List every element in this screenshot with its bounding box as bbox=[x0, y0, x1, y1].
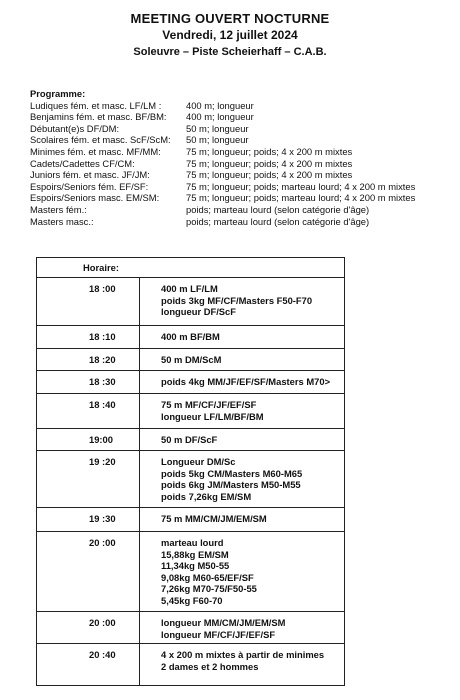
schedule-time: 18 :00 bbox=[89, 283, 116, 294]
program-category: Cadets/Cadettes CF/CM: bbox=[30, 157, 135, 169]
schedule-time: 18 :40 bbox=[89, 399, 116, 410]
schedule-row bbox=[37, 277, 344, 325]
schedule-row bbox=[37, 348, 344, 370]
program-events: 75 m; longueur; poids; marteau lourd; 4 x 200 m mixtes bbox=[186, 192, 416, 204]
meeting-title: MEETING OUVERT NOCTURNE bbox=[130, 11, 330, 26]
program-category: Scolaires fém. et masc. ScF/ScM: bbox=[30, 134, 171, 146]
program-category: Benjamins fém. et masc. BF/BM: bbox=[30, 111, 167, 123]
schedule-event: poids 6kg JM/Masters M50-M55 bbox=[161, 479, 301, 490]
program-events: 75 m; longueur; poids; 4 x 200 m mixtes bbox=[186, 145, 353, 157]
program-list bbox=[30, 100, 455, 228]
program-category: Masters fém.: bbox=[30, 203, 87, 215]
schedule-events bbox=[161, 513, 267, 525]
program-events: poids; marteau lourd (selon catégorie d'âge) bbox=[186, 215, 370, 227]
program-events: 50 m; longueur bbox=[186, 122, 249, 134]
schedule-events bbox=[161, 399, 264, 422]
schedule-event: 75 m MM/CM/JM/EM/SM bbox=[161, 513, 267, 524]
schedule-event: poids 7,26kg EM/SM bbox=[161, 490, 252, 502]
schedule-time: 20 :00 bbox=[89, 537, 116, 548]
program-events: 400 m; longueur bbox=[186, 99, 254, 111]
schedule-time: 20 :40 bbox=[89, 649, 116, 660]
schedule-events bbox=[161, 456, 302, 502]
program-row bbox=[30, 204, 455, 216]
schedule-event: 75 m MF/CF/JF/EF/SF bbox=[161, 399, 257, 410]
schedule-event: marteau lourd bbox=[161, 537, 224, 548]
schedule-events bbox=[161, 283, 312, 318]
schedule-event: poids 4kg MM/JF/EF/SF/Masters M70> bbox=[161, 376, 331, 387]
schedule-event: longueur MM/CM/JM/EM/SM bbox=[161, 617, 286, 628]
schedule-events bbox=[161, 376, 330, 388]
schedule-row bbox=[37, 393, 344, 428]
program-events: 75 m; longueur; poids; marteau lourd; 4 x 200 m mixtes bbox=[186, 180, 416, 192]
schedule-event: 2 dames et 2 hommes bbox=[161, 660, 259, 672]
schedule-time: 19 :20 bbox=[89, 456, 116, 467]
schedule-row bbox=[37, 450, 344, 507]
schedule-event: 50 m DF/ScF bbox=[161, 434, 218, 445]
schedule-events bbox=[161, 434, 217, 446]
schedule-time: 18 :10 bbox=[89, 331, 116, 342]
program-category: Juniors fém. et masc. JF/JM: bbox=[30, 169, 150, 181]
schedule-event: 400 m LF/LM bbox=[161, 283, 218, 294]
program-row bbox=[30, 111, 455, 123]
program-row bbox=[30, 158, 455, 170]
schedule-event: poids 5kg CM/Masters M60-M65 bbox=[161, 467, 303, 479]
schedule-events bbox=[161, 537, 257, 606]
schedule-events bbox=[161, 331, 220, 343]
schedule-time: 19:00 bbox=[89, 434, 113, 445]
schedule-table bbox=[36, 257, 345, 686]
schedule-time: 18 :30 bbox=[89, 376, 116, 387]
schedule-event: 9,08kg M60-65/EF/SF bbox=[161, 571, 254, 583]
program-row bbox=[30, 216, 455, 228]
schedule-row bbox=[37, 507, 344, 531]
document-header bbox=[0, 10, 460, 60]
program-section bbox=[30, 88, 455, 227]
schedule-row bbox=[37, 428, 344, 450]
schedule-event: Longueur DM/Sc bbox=[161, 456, 236, 467]
program-category: Espoirs/Seniors fém. EF/SF: bbox=[30, 180, 149, 192]
schedule-time: 19 :30 bbox=[89, 513, 116, 524]
program-category: Débutant(e)s DF/DM: bbox=[30, 122, 120, 134]
schedule-row bbox=[37, 325, 344, 348]
schedule-event: 11,34kg M50-55 bbox=[161, 560, 230, 571]
schedule-event: 5,45kg F60-70 bbox=[161, 594, 223, 606]
schedule-event: 400 m BF/BM bbox=[161, 331, 220, 342]
program-row bbox=[30, 192, 455, 204]
schedule-events bbox=[161, 354, 221, 366]
schedule-row bbox=[37, 531, 344, 611]
schedule-time: 20 :00 bbox=[89, 617, 116, 628]
meeting-date: Vendredi, 12 juillet 2024 bbox=[162, 28, 298, 42]
program-row bbox=[30, 169, 455, 181]
program-row bbox=[30, 146, 455, 158]
meeting-venue: Soleuvre – Piste Scheierhaff – C.A.B. bbox=[133, 46, 327, 58]
program-events: 400 m; longueur bbox=[186, 111, 254, 123]
schedule-event: longueur DF/ScF bbox=[161, 306, 236, 317]
schedule-event: 4 x 200 m mixtes à partir de minimes bbox=[161, 649, 325, 660]
program-title: Programme: bbox=[30, 88, 86, 99]
program-category: Masters masc.: bbox=[30, 215, 94, 227]
schedule-events bbox=[161, 649, 324, 672]
schedule-header bbox=[37, 258, 344, 277]
program-category: Ludiques fém. et masc. LF/LM : bbox=[30, 99, 162, 111]
program-row bbox=[30, 123, 455, 135]
program-events: 75 m; longueur; poids; 4 x 200 m mixtes bbox=[186, 169, 353, 181]
schedule-row bbox=[37, 370, 344, 393]
program-row bbox=[30, 134, 455, 146]
program-row bbox=[30, 100, 455, 112]
program-events: 50 m; longueur bbox=[186, 134, 249, 146]
schedule-event: 15,88kg EM/SM bbox=[161, 548, 229, 560]
schedule-event: poids 3kg MF/CF/Masters F50-F70 bbox=[161, 294, 313, 306]
schedule-event: 7,26kg M70-75/F50-55 bbox=[161, 583, 257, 594]
schedule-row bbox=[37, 643, 344, 687]
schedule-header-label: Horaire: bbox=[83, 262, 119, 273]
program-events: 75 m; longueur; poids; 4 x 200 m mixtes bbox=[186, 157, 353, 169]
schedule-row bbox=[37, 611, 344, 643]
schedule-event: 50 m DM/ScM bbox=[161, 354, 222, 365]
schedule-events bbox=[161, 617, 285, 640]
schedule-event: longueur MF/CF/JF/EF/SF bbox=[161, 628, 276, 640]
program-row bbox=[30, 181, 455, 193]
program-category: Minimes fém. et masc. MF/MM: bbox=[30, 145, 161, 157]
program-events: poids; marteau lourd (selon catégorie d'âge) bbox=[186, 203, 370, 215]
schedule-time: 18 :20 bbox=[89, 354, 116, 365]
schedule-event: longueur LF/LM/BF/BM bbox=[161, 410, 264, 422]
program-category: Espoirs/Seniors masc. EM/SM: bbox=[30, 192, 160, 204]
